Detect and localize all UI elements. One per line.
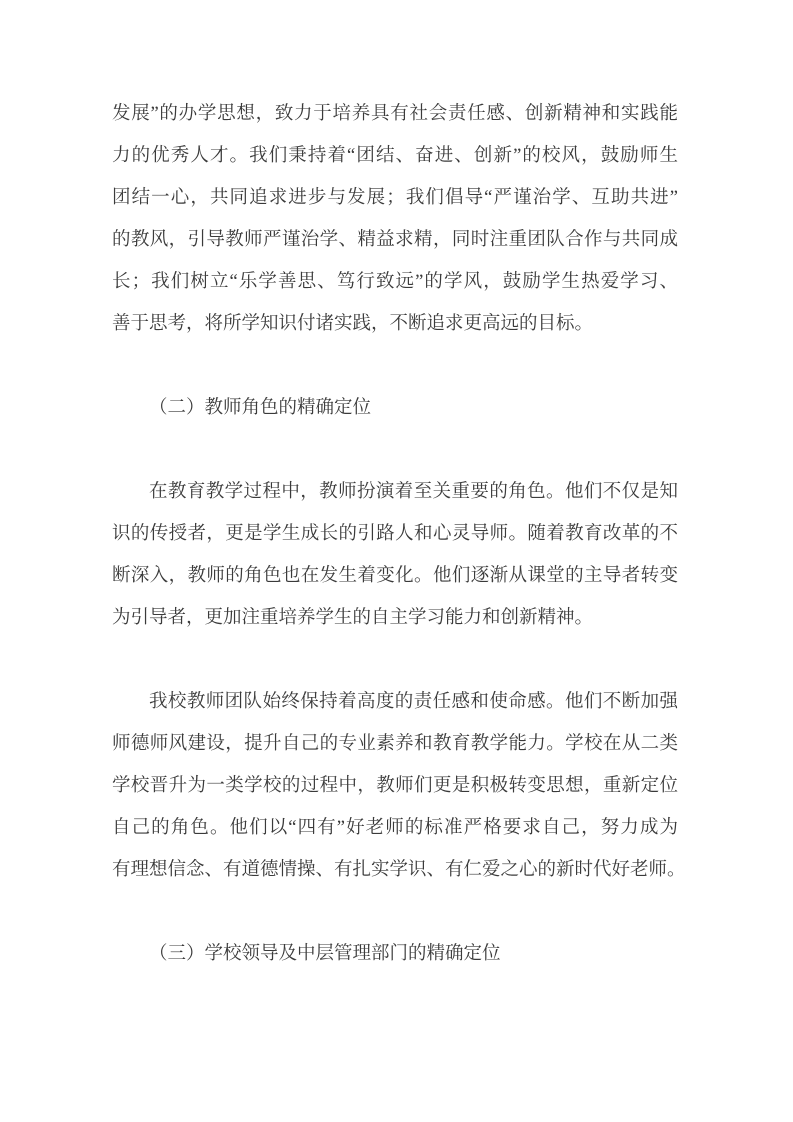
- text-line: 在教育教学过程中，教师扮演着至关重要的角色。他们不仅是知: [149, 482, 678, 502]
- paragraph-teacher-team: [112, 681, 686, 891]
- text-column: [112, 93, 686, 1017]
- text-line: 自己的角色。他们以“四有”好老师的标准严格要求自己，努力成为: [112, 818, 678, 838]
- text-line: 识的传授者，更是学生成长的引路人和心灵导师。随着教育改革的不: [112, 524, 678, 544]
- paragraph-school-spirit: [112, 93, 678, 345]
- text-line: 团结一心，共同追求进步与发展；我们倡导“严谨治学、互助共进”: [112, 188, 678, 208]
- text-line: 师德师风建设，提升自己的专业素养和教育教学能力。学校在从二类: [112, 734, 678, 754]
- section-heading-teacher-role: （二）教师角色的精确定位: [149, 398, 372, 418]
- text-line: 我校教师团队始终保持着高度的责任感和使命感。他们不断加强: [149, 692, 678, 712]
- text-line: 长；我们树立“乐学善思、笃行致远”的学风，鼓励学生热爱学习、: [112, 272, 678, 292]
- text-line: 为引导者，更加注重培养学生的自主学习能力和创新精神。: [112, 608, 594, 628]
- text-line: 善于思考，将所学知识付诸实践，不断追求更高远的目标。: [112, 314, 594, 334]
- section-heading-school-leadership: （三）学校领导及中层管理部门的精确定位: [149, 944, 501, 964]
- text-line: 学校晋升为一类学校的过程中，教师们更是积极转变思想，重新定位: [112, 776, 678, 796]
- text-line: 有理想信念、有道德情操、有扎实学识、有仁爱之心的新时代好老师。: [112, 860, 686, 880]
- text-line: 发展”的办学思想，致力于培养具有社会责任感、创新精神和实践能: [112, 104, 678, 124]
- text-line: 断深入，教师的角色也在发生着变化。他们逐渐从课堂的主导者转变: [112, 566, 678, 586]
- text-line: 力的优秀人才。我们秉持着“团结、奋进、创新”的校风，鼓励师生: [112, 146, 678, 166]
- text-line: 的教风，引导教师严谨治学、精益求精，同时注重团队合作与共同成: [112, 230, 678, 250]
- paragraph-teacher-role: [112, 471, 678, 639]
